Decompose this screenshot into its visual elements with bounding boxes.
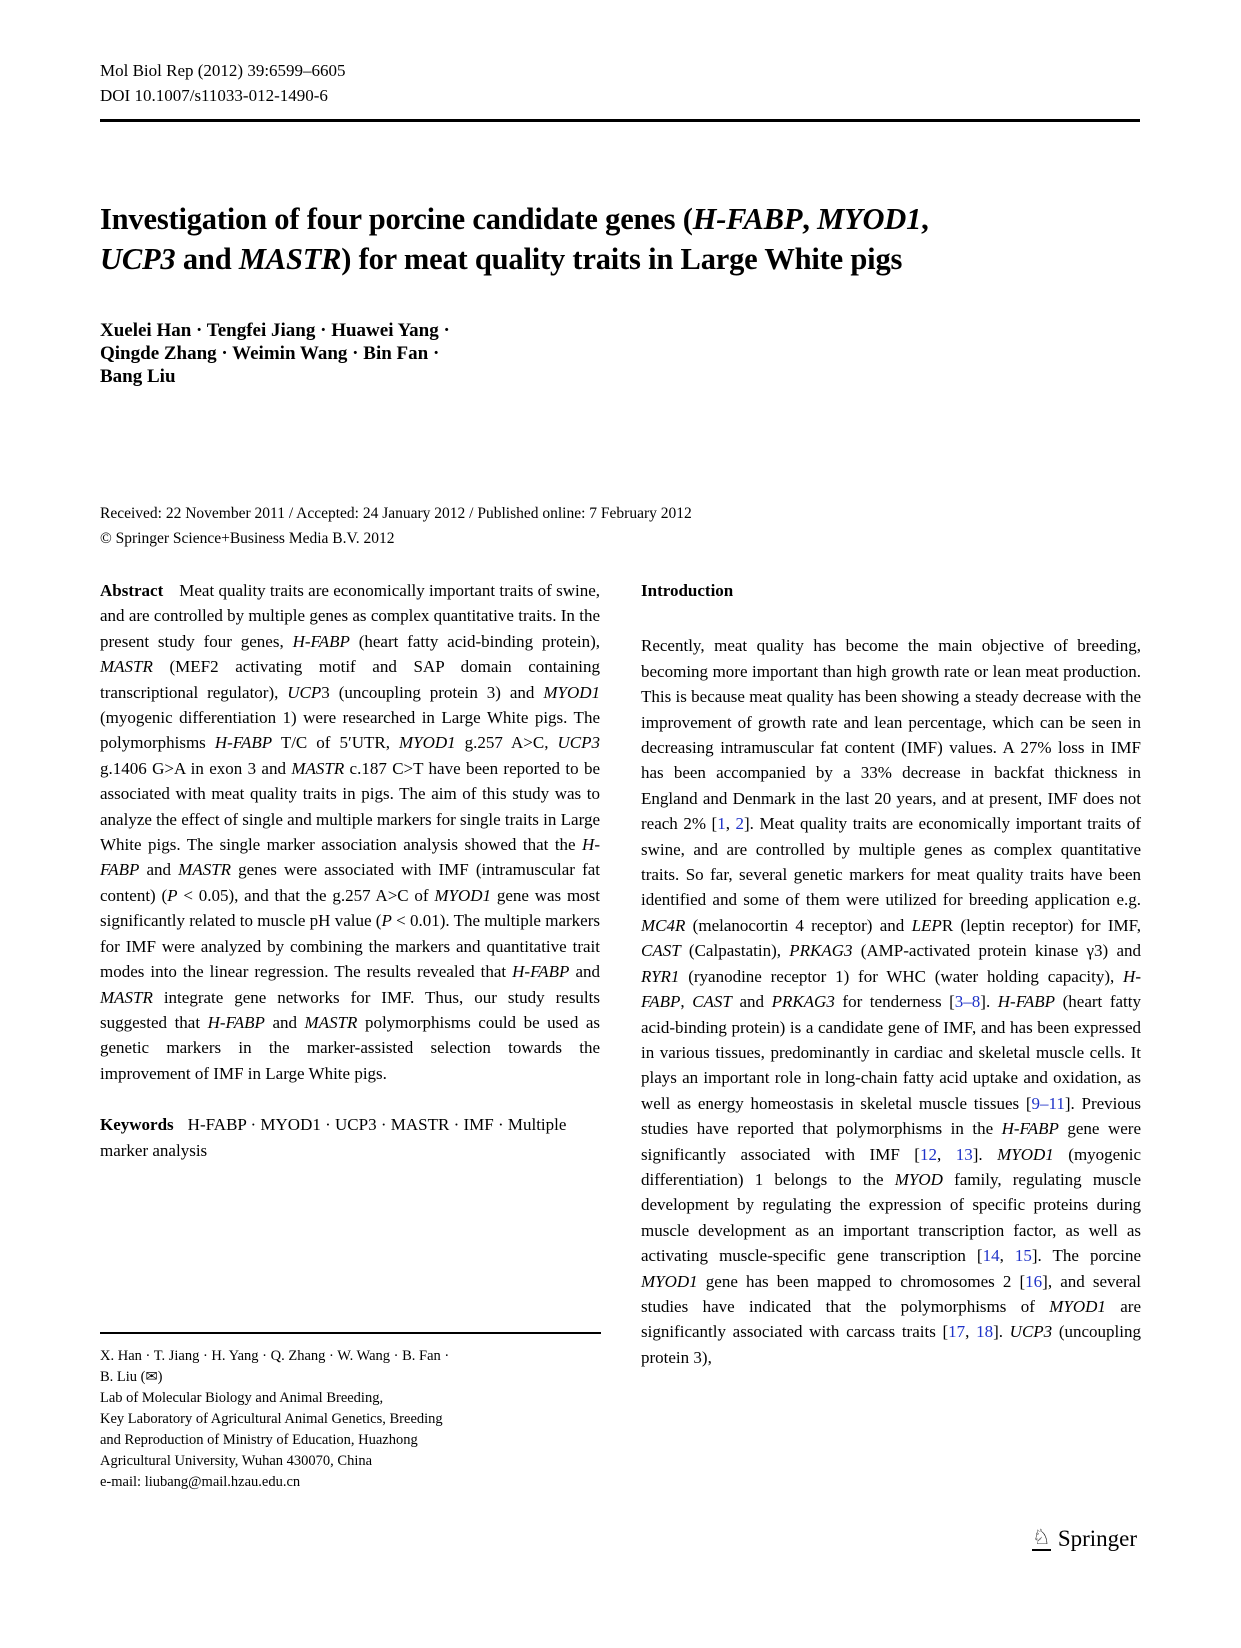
text-segment: (AMP-activated protein kinase γ3) and — [852, 941, 1141, 961]
springer-logo — [1032, 1527, 1137, 1551]
citation-ref[interactable]: 9–11 — [1031, 1093, 1065, 1113]
correspondence-footnote — [100, 1332, 601, 1493]
text-segment: UCP3 — [557, 733, 600, 753]
text-segment: ]. Previous studies have reported that polymorphisms in the — [641, 1093, 1141, 1139]
text-segment: (uncoupling protein 3), — [641, 1322, 1141, 1367]
text-segment: ], and several studies have indicated that the polymorphisms of — [641, 1271, 1141, 1316]
text-segment: PRKAG3 — [789, 941, 853, 961]
text-line: Xuelei Han · Tengfei Jiang · Huawei Yang · — [100, 320, 450, 341]
text-segment: ) for meat quality traits in Large White pigs — [341, 242, 903, 276]
text-segment: UCP3 — [1009, 1322, 1053, 1342]
text-segment: , — [725, 814, 736, 834]
text-segment: MC4R — [641, 915, 686, 935]
publication-dates — [100, 501, 692, 551]
text-segment: family, regulating muscle development by regulating the expression of specific proteins during muscle development as an important transcription factor, as well as activating muscle-specific gene transcription [ — [641, 1169, 1141, 1266]
text-segment: CAST — [692, 992, 732, 1012]
text-line: e-mail: liubang@mail.hzau.edu.cn — [100, 1474, 301, 1490]
text-line: Mol Biol Rep (2012) 39:6599–6605 — [100, 61, 346, 80]
text-segment: ]. — [972, 1144, 998, 1164]
text-line: Agricultural University, Wuhan 430070, China — [100, 1453, 373, 1469]
text-segment: MYOD1 — [1049, 1296, 1106, 1316]
text-line: Received: 22 November 2011 / Accepted: 24 January 2012 / Published online: 7 February 2012 — [100, 505, 692, 522]
text-segment: Meat quality traits are economically important traits of swine, and are controlled by multiple genes as complex quantitative traits. In the present study four genes, — [100, 581, 600, 651]
text-segment: T/C of 5′UTR, — [272, 733, 399, 753]
text-segment: MASTR — [291, 758, 345, 778]
text-segment: RYR1 — [641, 966, 680, 986]
text-segment: MASTR — [304, 1012, 358, 1032]
authors — [100, 319, 450, 388]
text-segment: polymorphisms could be used as genetic markers in the marker-assisted selection towards the improvement of IMF in Large White pigs. — [100, 1012, 601, 1083]
text-segment: < 0.05), and that the g.257 A>C of — [177, 885, 435, 905]
text-segment: ]. — [980, 992, 998, 1012]
text-segment: CAST — [641, 941, 681, 961]
text-segment: , — [936, 1144, 956, 1164]
text-segment: H-FABP — [214, 733, 273, 753]
springer-knight-icon: ♘ — [1032, 1525, 1051, 1550]
text-segment: (MEF2 activating motif and SAP domain containing transcriptional regulator), — [100, 657, 600, 702]
text-segment: (Calpastatin), — [680, 941, 790, 961]
citation-ref[interactable]: 13 — [955, 1144, 973, 1164]
text-segment: UCP — [287, 682, 322, 702]
text-segment: H-FABP — [292, 631, 350, 651]
text-segment: ]. The porcine — [1031, 1246, 1141, 1266]
citation-ref[interactable]: 18 — [976, 1322, 994, 1342]
text-segment: H-FABP — [692, 202, 803, 236]
text-segment: (myogenic differentiation) 1 belongs to the — [641, 1144, 1141, 1189]
right-column — [641, 578, 1141, 1370]
text-segment: gene was most significantly related to muscle pH value ( — [100, 885, 601, 931]
text-segment: H-FABP — [207, 1012, 265, 1032]
text-line: Qingde Zhang · Weimin Wang · Bin Fan · — [100, 343, 440, 364]
text-segment: , — [965, 1322, 977, 1342]
text-segment: ]. Meat quality traits are economically important traits of swine, and are controlled by multiple genes as complex quantitative traits. So far, several genetic markers for meat quality traits have been identified and some of them were utilized for breeding application e.g. — [641, 814, 1141, 910]
text-segment: (heart fatty acid-binding protein), — [349, 631, 600, 651]
text-segment: c.187 C>T have been reported to be associated with meat quality traits in pigs. The aim of this study was to analyze the effect of single and multiple markers for single traits in Large White pigs. The single marker association analysis showed that the — [100, 758, 600, 855]
text-segment: Recently, meat quality has become the main objective of breeding, becoming more important than high growth rate or lean meat production. This is because meat quality has been showing a steady decrease with the improvement of growth rate and lean percentage, which can be seen in decreasing intramuscular fat content (IMF) values. A 27% loss in IMF has been accompanied by a 33% decrease in backfat thickness in England and Denmark in the last 20 years, and at present, IMF does not reach 2% [ — [641, 636, 1141, 834]
text-segment: , — [680, 992, 693, 1012]
citation-ref[interactable]: 2 — [735, 814, 745, 834]
keywords-text: H-FABP · MYOD1 · UCP3 · MASTR · IMF · Multiple marker analysis — [100, 1115, 567, 1160]
text-segment: H-FABP — [512, 962, 570, 982]
text-segment: H-FABP — [997, 992, 1056, 1012]
text-segment: , — [802, 202, 818, 236]
text-line: X. Han · T. Jiang · H. Yang · Q. Zhang · W. Wang · B. Fan · — [100, 1348, 450, 1364]
text-segment: g.1406 G>A in exon 3 and — [100, 758, 292, 778]
citation-ref[interactable]: 14 — [982, 1246, 1000, 1266]
journal-header — [100, 58, 346, 108]
text-segment: P — [381, 911, 392, 931]
text-segment: g.257 A>C, — [455, 733, 558, 753]
text-segment: H-FABP — [100, 835, 600, 880]
keywords-paragraph — [100, 1112, 600, 1163]
citation-ref[interactable]: 3–8 — [954, 992, 981, 1012]
citation-ref[interactable]: 12 — [919, 1144, 937, 1164]
text-segment: UCP3 — [100, 242, 176, 276]
footnote-divider — [100, 1332, 601, 1334]
two-column-body — [100, 578, 1141, 1370]
text-segment: are significantly associated with carcass traits [ — [641, 1296, 1141, 1342]
text-segment: MYOD1 — [543, 682, 600, 702]
text-line: B. Liu (✉) — [100, 1369, 163, 1385]
text-segment: PRKAG3 — [771, 992, 835, 1012]
text-segment: MYOD — [894, 1169, 943, 1189]
text-segment: and — [264, 1012, 305, 1032]
text-segment: LEP — [911, 915, 942, 935]
text-segment: genes were associated with IMF (intramuscular fat content) ( — [100, 860, 601, 905]
keywords-label: Keywords — [100, 1115, 174, 1135]
text-segment: (melanocortin 4 receptor) and — [685, 915, 912, 935]
text-segment: R (leptin receptor) for IMF, — [941, 915, 1141, 935]
text-segment: MYOD1 — [398, 733, 456, 753]
text-segment: H-FABP — [1001, 1119, 1059, 1139]
text-segment: integrate gene networks for IMF. Thus, our study results suggested that — [100, 987, 600, 1032]
text-line: Lab of Molecular Biology and Animal Breeding, — [100, 1390, 384, 1406]
text-segment: and — [175, 242, 239, 276]
text-segment: , — [999, 1246, 1015, 1266]
text-segment: and — [569, 962, 601, 982]
text-segment: MYOD1 — [817, 202, 922, 236]
text-line: © Springer Science+Business Media B.V. 2012 — [100, 530, 395, 547]
citation-ref[interactable]: 1 — [717, 814, 726, 834]
text-segment: Investigation of four porcine candidate genes ( — [100, 202, 693, 236]
text-line: and Reproduction of Ministry of Education, Huazhong — [100, 1432, 418, 1448]
citation-ref[interactable]: 15 — [1014, 1246, 1032, 1266]
page-title — [100, 199, 1141, 279]
text-segment: and — [139, 860, 179, 880]
text-line: Bang Liu — [100, 366, 176, 387]
abstract-text — [100, 581, 600, 1083]
text-line: Key Laboratory of Agricultural Animal Genetics, Breeding — [100, 1411, 443, 1427]
left-column — [100, 578, 600, 1370]
header-divider — [100, 119, 1140, 122]
footnote-text — [100, 1346, 601, 1493]
text-segment: MYOD1 — [997, 1144, 1054, 1164]
text-segment: H-FABP — [641, 966, 1141, 1012]
text-segment: ]. — [993, 1322, 1010, 1342]
citation-ref[interactable]: 17 — [948, 1322, 966, 1342]
text-segment: MASTR — [178, 860, 232, 880]
text-segment: (ryanodine receptor 1) for WHC (water holding capacity), — [679, 966, 1124, 986]
text-segment: MASTR — [100, 657, 153, 677]
text-line: DOI 10.1007/s11033-012-1490-6 — [100, 86, 328, 105]
citation-ref[interactable]: 16 — [1025, 1271, 1043, 1291]
text-segment: MYOD1 — [641, 1271, 698, 1291]
text-segment: P — [167, 885, 178, 905]
text-segment: gene were significantly associated with IMF [ — [641, 1119, 1141, 1164]
abstract-label: Abstract — [100, 581, 164, 600]
text-segment: MASTR — [238, 242, 342, 276]
text-segment: (myogenic differentiation 1) were researched in Large White pigs. The polymorphisms — [100, 708, 600, 753]
text-segment: MASTR — [100, 987, 153, 1007]
text-segment: for tenderness [ — [834, 992, 955, 1012]
text-segment: gene has been mapped to chromosomes 2 [ — [697, 1271, 1026, 1291]
text-segment: , — [921, 202, 929, 236]
publisher-name: Springer — [1057, 1526, 1138, 1551]
text-segment: (heart fatty acid-binding protein) is a candidate gene of IMF, and has been expressed in various tissues, predominantly in cardiac and skeletal muscle cells. It plays an important role in long-chain fatty acid uptake and oxidation, as well as energy homeostasis in skeletal muscle tissues [ — [641, 992, 1142, 1113]
text-segment: 3 (uncoupling protein 3) and — [321, 682, 544, 702]
introduction-heading: Introduction — [641, 581, 734, 600]
abstract-paragraph — [100, 578, 600, 1086]
text-segment: MYOD1 — [434, 885, 492, 905]
text-segment: < 0.01). The multiple markers for IMF were analyzed by combining the markers and quantitative trait modes into the linear regression. The results revealed that — [100, 911, 600, 982]
introduction-paragraph — [641, 633, 1141, 1370]
text-segment: and — [731, 992, 772, 1012]
